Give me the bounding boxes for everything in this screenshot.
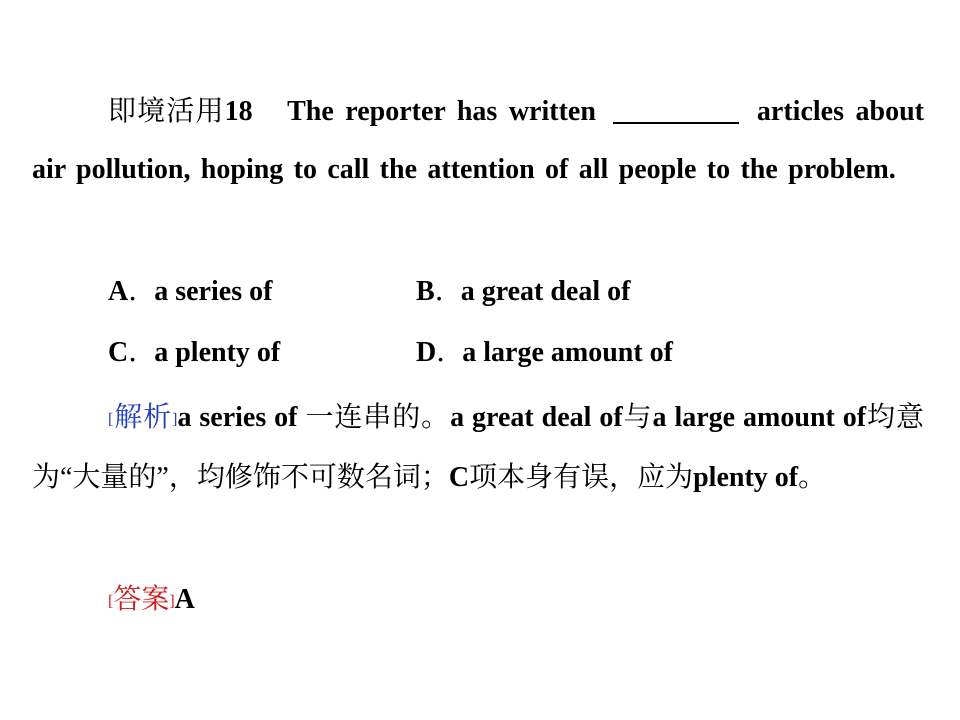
option-c-separator: ． xyxy=(128,337,157,368)
explanation-tag: 解析 xyxy=(113,402,173,433)
option-d-letter: D xyxy=(416,337,437,368)
option-a-separator: ． xyxy=(128,276,157,307)
question-label: 即境活用 xyxy=(108,96,225,127)
answer-bracket-open: [ xyxy=(108,593,114,610)
explanation-paragraph xyxy=(32,389,924,507)
option-b-separator: ． xyxy=(434,276,463,307)
option-b[interactable] xyxy=(416,272,630,312)
option-c[interactable] xyxy=(108,333,280,373)
explanation-bracket-open: [ xyxy=(108,411,114,428)
question-number: 18 xyxy=(224,96,253,127)
option-b-text: a great deal of xyxy=(460,276,631,307)
answer-tag: 答案 xyxy=(113,584,170,615)
option-a-letter: A xyxy=(108,276,129,307)
option-a-text: a series of xyxy=(154,276,273,307)
option-c-text: a plenty of xyxy=(154,337,281,368)
option-d-text: a large amount of xyxy=(462,337,673,368)
answer-blank xyxy=(613,94,739,124)
option-c-letter: C xyxy=(108,337,129,368)
question-stem-start: The reporter has written xyxy=(287,96,596,127)
explanation-bracket-close: ] xyxy=(172,411,178,428)
option-d[interactable] xyxy=(416,333,673,373)
option-a[interactable] xyxy=(108,272,272,312)
answer-paragraph xyxy=(32,571,924,631)
option-d-separator: ． xyxy=(436,337,465,368)
question-stem-end: articles about air pollution, hoping to call the attention of all people to the problem. xyxy=(32,96,924,185)
slide-content xyxy=(32,0,924,720)
question-paragraph xyxy=(32,83,924,199)
answer-bracket-close: ] xyxy=(169,593,175,610)
answer-value: A xyxy=(174,584,195,615)
option-b-letter: B xyxy=(416,276,435,307)
explanation-text: a series of 一连串的。a great deal of与a large amount of均意为“大量的”，均修饰不可数名词；C项本身有误，应为plenty of。 xyxy=(32,402,924,493)
